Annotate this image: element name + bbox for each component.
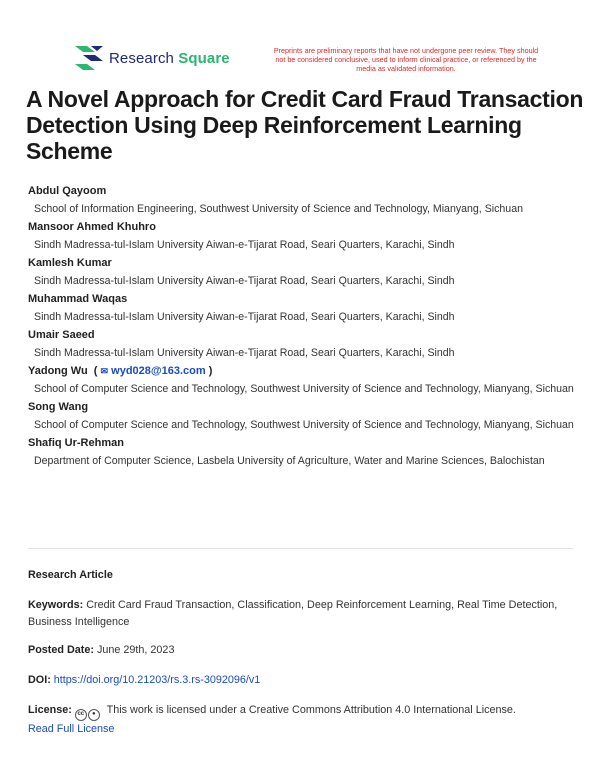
posted-date-label: Posted Date: [28, 644, 94, 656]
author-affiliation: Sindh Madressa-tul-Islam University Aiwan-e-Tijarat Road, Seari Quarters, Karachi, Sindh [34, 239, 455, 251]
author-email-link[interactable]: wyd028@163.com [111, 365, 206, 377]
author-entry [28, 182, 576, 218]
author-entry [28, 254, 576, 290]
license-label: License: [28, 704, 72, 716]
keywords-value: Credit Card Fraud Transaction, Classification, Deep Reinforcement Learning, Real Time Detection, Business Intelligence [28, 599, 558, 628]
author-entry [28, 290, 576, 326]
author-affiliation: School of Computer Science and Technology, Southwest University of Science and Technology, Mianyang, Sichuan [34, 419, 574, 431]
author-name[interactable]: Muhammad Waqas [28, 293, 128, 305]
posted-date-section [28, 642, 576, 659]
license-text: This work is licensed under a Creative Commons Attribution 4.0 International License. [106, 704, 516, 716]
section-divider [28, 548, 573, 549]
doi-section [28, 672, 576, 689]
creative-commons-icon: cc [75, 709, 87, 721]
keywords-label: Keywords: [28, 599, 84, 611]
author-name[interactable]: Shafiq Ur-Rehman [28, 437, 124, 449]
author-list [28, 182, 576, 470]
page-header [75, 46, 539, 74]
author-entry [28, 362, 576, 398]
article-type: Research Article [28, 569, 113, 581]
author-entry [28, 434, 576, 470]
author-name[interactable]: Umair Saeed [28, 329, 95, 341]
envelope-icon: ✉ [100, 366, 109, 376]
posted-date-value: June 29th, 2023 [97, 644, 175, 656]
author-name-with-email: Yadong Wu ( ✉ wyd028@163.com ) [28, 365, 213, 377]
read-full-license-link[interactable]: Read Full License [28, 722, 115, 735]
author-affiliation: Department of Computer Science, Lasbela University of Agriculture, Water and Marine Sciences, Balochistan [34, 455, 545, 467]
author-affiliation: Sindh Madressa-tul-Islam University Aiwan-e-Tijarat Road, Seari Quarters, Karachi, Sindh [34, 347, 455, 359]
license-section [28, 702, 576, 738]
author-name[interactable]: Yadong Wu [28, 365, 88, 377]
cc-license-icons[interactable] [75, 709, 101, 721]
research-square-logo[interactable] [75, 46, 230, 70]
author-name[interactable]: Mansoor Ahmed Khuhro [28, 221, 156, 233]
doi-label: DOI: [28, 674, 51, 686]
author-affiliation: Sindh Madressa-tul-Islam University Aiwan-e-Tijarat Road, Seari Quarters, Karachi, Sindh [34, 275, 455, 287]
author-affiliation: Sindh Madressa-tul-Islam University Aiwan-e-Tijarat Road, Seari Quarters, Karachi, Sindh [34, 311, 455, 323]
author-name[interactable]: Kamlesh Kumar [28, 257, 112, 269]
author-name[interactable]: Song Wang [28, 401, 89, 413]
logo-text: Research Square [109, 49, 230, 67]
doi-link[interactable]: https://doi.org/10.21203/rs.3.rs-3092096/v1 [53, 674, 261, 686]
author-entry [28, 398, 576, 434]
page-title: A Novel Approach for Credit Card Fraud Transaction Detection Using Deep Reinforcement Learning Scheme [26, 86, 584, 164]
author-entry [28, 326, 576, 362]
author-entry [28, 218, 576, 254]
keywords-section [28, 597, 576, 631]
author-name[interactable]: Abdul Qayoom [28, 185, 107, 197]
author-affiliation: School of Computer Science and Technology, Southwest University of Science and Technology, Mianyang, Sichuan [34, 383, 574, 395]
author-affiliation: School of Information Engineering, Southwest University of Science and Technology, Mianyang, Sichuan [34, 203, 523, 215]
research-square-logo-icon [75, 46, 103, 70]
attribution-icon: ● [88, 709, 100, 721]
preprint-disclaimer: Preprints are preliminary reports that have not undergone peer review. They should not be considered conclusive, used to inform clinical practice, or referenced by the media as validated information. [273, 46, 539, 73]
